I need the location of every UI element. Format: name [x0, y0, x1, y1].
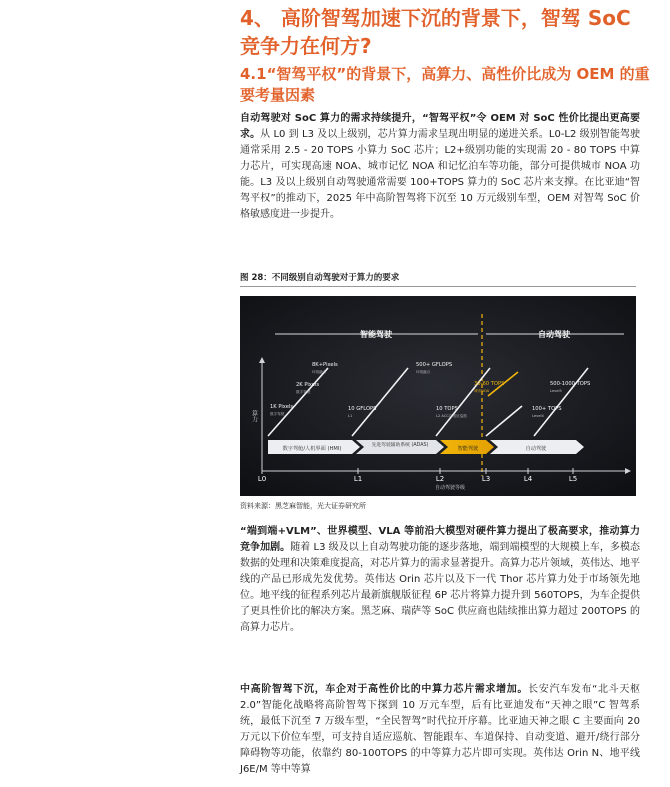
paragraph-3-body: 长安汽车发布“北斗天枢 2.0”智能化战略将高阶智驾下探到 10 万元车型，后有比亚迪发布“天神之眼”C 智驾系统，最低下沉至 7 万级车型，“全民智驾”时代拉开序幕。比亚迪天神之眼 C 主要面向 20 万元以下价位车型，可支持自适应巡航、智能跟车、车道保持、自动变道、避开/绕行部分障碍物等功能，依靠约 80-100TOPS 的中等算力芯片即可实现。英伟达 Orin N、地平线 J6E/M 等中等算 — [240, 684, 640, 775]
stage-hmi-label: 数字驾舱/人机界面 (HMI) — [282, 446, 342, 452]
annot-8k-sub: 环视融合 — [312, 370, 327, 374]
paragraph-2-body: 随着 L3 级及以上自动驾驶功能的逐步落地，端到端模型的大规模上车，多模态数据的处理和决策难度提高，对芯片算力的需求显著提升。高算力芯片领域，英伟达、地平线的产品已形成先发优势。英伟达 Orin 芯片以及下一代 Thor 芯片算力处于市场领先地位。地平线的征程系列芯片最新旗舰版征程 6P 芯片将算力提升到 560TOPS，为车企提供了更具性价比的解决方案。黑芝麻、瑞萨等 SoC 供应商也陆续推出算力超过 200TOPS 的高算力芯片。 — [240, 542, 640, 633]
paragraph-2 — [240, 524, 640, 636]
section-label-auto: 自动驾驶 — [538, 330, 570, 339]
stage-smart-driving-label: 智能驾驶 — [457, 446, 479, 452]
paragraph-2-lead: “端到端+VLM”、世界模型、VLA 等前沿大模型对硬件算力提出了极高要求，推动算力竞争加剧。 — [240, 526, 640, 553]
stage-adas-label: 先进驾驶辅助系统 (ADAS) — [371, 443, 429, 448]
annot-1k-sub: 数字驾驶 — [270, 412, 285, 416]
annot-30-60tops: 30-60 TOPS — [474, 381, 505, 387]
section-label-smart: 智能驾驶 — [360, 330, 392, 339]
level-label-l0: L0 — [257, 475, 267, 483]
level-label-l3: L3 — [481, 475, 491, 483]
annot-8k: 8K+Pixels — [312, 362, 338, 368]
annot-100tops: 100+ TOPS — [532, 406, 562, 412]
y-axis-label: 算力 — [250, 410, 258, 422]
stage-autonomous-label: 自动驾驶 — [525, 446, 547, 452]
annot-500-1000tops: 500-1000 TOPS — [550, 381, 591, 387]
level-label-l4: L4 — [523, 475, 533, 483]
diagram-background — [240, 296, 636, 496]
annot-10tops-sub: L2 ACC自适应巡航 — [436, 414, 467, 418]
diagram-svg — [240, 296, 636, 496]
compute-diagram — [240, 296, 636, 496]
figure-title: 图 28：不同级别自动驾驶对于算力的要求 — [240, 273, 400, 283]
annot-2k-sub: 数字驾驶 — [296, 390, 311, 394]
annot-1k: 1K Pixels — [270, 404, 294, 410]
annot-30-60tops-sub: 城市NOA — [474, 389, 490, 393]
paragraph-1 — [240, 111, 640, 223]
annot-500gflops: 500+ GFLOPS — [416, 362, 453, 368]
subsection-heading: 4.1“智驾平权”的背景下，高算力、高性价比成为 OEM 的重要考量因素 — [240, 65, 650, 104]
paragraph-3 — [240, 682, 640, 778]
section-heading: 4、 高阶智驾加速下沉的背景下，智驾 SoC 竞争力在何方? — [240, 6, 631, 58]
paragraph-3-lead: 中高阶智驾下沉，车企对于高性价比的中算力芯片需求增加。 — [240, 684, 529, 695]
figure-rule — [240, 286, 636, 287]
level-label-l2: L2 — [435, 475, 445, 483]
annot-500gflops-sub: 环视融合 — [416, 370, 431, 374]
annot-10gflops: 10 GFLOPS — [348, 406, 377, 412]
annot-10tops: 10 TOPS — [436, 406, 458, 412]
annot-100tops-sub: Level4 — [532, 414, 544, 418]
paragraph-1-body: 从 L0 到 L3 及以上级别，芯片算力需求呈现出明显的递进关系。L0-L2 级别智能驾驶通常采用 2.5 - 20 TOPS 小算力 SoC 芯片；L2+级别功能的实现需 20 - 80 TOPS 中算力芯片，可实现高速 NOA、城市记忆 NOA 和记忆泊车等功能，部分可提供城市 NOA 功能。L3 及以上级别自动驾驶通常需要 100+TOPS 算力的 SoC 芯片来支撑。在比亚迪“智驾平权”的推动下，2025 年中高阶智驾将下沉至 10 万元级别车型，OEM 对智驾 SoC 价格敏感度进一步提升。 — [240, 129, 640, 220]
annot-2k: 2K Pixels — [296, 382, 320, 388]
annot-500-1000tops-sub: Level5 — [550, 389, 562, 393]
level-label-l5: L5 — [568, 475, 578, 483]
level-label-l1: L1 — [353, 475, 363, 483]
paragraph-1-lead: 自动驾驶对 SoC 算力的需求持续提升，“智驾平权”令 OEM 对 SoC 性价比提出更高要求。 — [240, 113, 640, 140]
figure-source: 资料来源：黑芝麻智能，光大证券研究所 — [240, 502, 366, 510]
annot-10gflops-sub: L1 — [348, 414, 353, 418]
x-axis-label: 自动驾驶等级 — [434, 485, 466, 491]
